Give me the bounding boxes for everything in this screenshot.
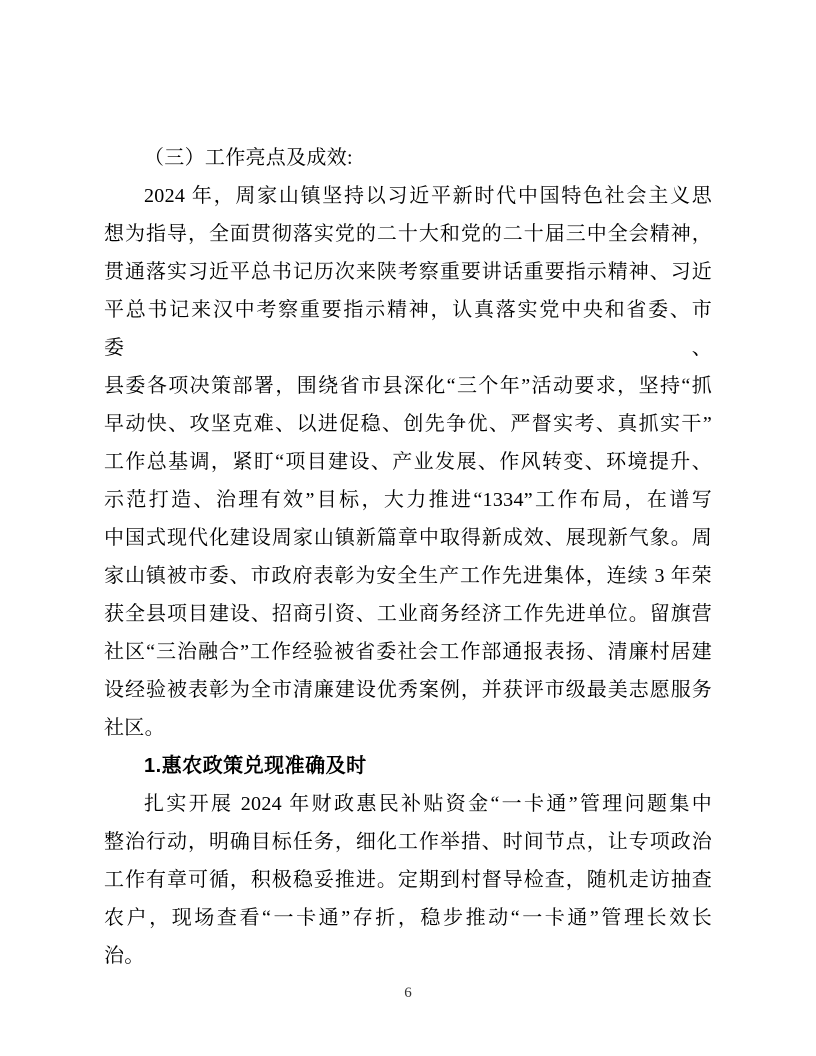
subsection-heading: 1.惠农政策兑现准确及时 (144, 755, 367, 777)
overview-paragraph-line: 想为指导，全面贯彻落实党的二十大和党的二十届三中全会精神， (104, 223, 712, 245)
policy-paragraph-line: 治。 (104, 945, 145, 967)
document-body (104, 139, 712, 975)
overview-paragraph-line: 早动快、攻坚克难、以进促稳、创先争优、严督实考、真抓实干” (104, 413, 712, 435)
overview-paragraph-line: 设经验被表彰为全市清廉建设优秀案例，并获评市级最美志愿服务 (104, 679, 712, 701)
overview-paragraph-line: 社区。 (104, 717, 165, 739)
overview-paragraph-line: 工作总基调，紧盯“项目建设、产业发展、作风转变、环境提升、 (104, 451, 712, 473)
policy-paragraph-line: 农户，现场查看“一卡通”存折，稳步推动“一卡通”管理长效长 (104, 907, 712, 929)
policy-paragraph-line: 扎实开展 2024 年财政惠民补贴资金“一卡通”管理问题集中 (144, 793, 712, 815)
overview-paragraph-line: 贯通落实习近平总书记历次来陕考察重要讲话重要指示精神、习近 (104, 261, 712, 283)
overview-paragraph-line: 获全县项目建设、招商引资、工业商务经济工作先进单位。留旗营 (104, 603, 712, 625)
policy-paragraph-line: 整治行动，明确目标任务，细化工作举措、时间节点，让专项政治 (104, 831, 712, 853)
page-number: 6 (404, 985, 412, 1001)
overview-paragraph-line: 县委各项决策部署，围绕省市县深化“三个年”活动要求，坚持“抓 (104, 375, 712, 397)
overview-paragraph-line: 家山镇被市委、市政府表彰为安全生产工作先进集体，连续 3 年荣 (104, 565, 712, 587)
overview-paragraph-line: 平总书记来汉中考察重要指示精神，认真落实党中央和省委、市委、 (104, 299, 712, 359)
overview-paragraph-line: 社区“三治融合”工作经验被省委社会工作部通报表扬、清廉村居建 (104, 641, 712, 663)
policy-paragraph-line: 工作有章可循，积极稳妥推进。定期到村督导检查，随机走访抽查 (104, 869, 712, 891)
section-heading: （三）工作亮点及成效: (144, 147, 353, 169)
overview-paragraph-line: 2024 年，周家山镇坚持以习近平新时代中国特色社会主义思 (144, 185, 712, 207)
overview-paragraph-line: 示范打造、治理有效”目标，大力推进“1334”工作布局，在谱写 (104, 489, 712, 511)
overview-paragraph-line: 中国式现代化建设周家山镇新篇章中取得新成效、展现新气象。周 (104, 527, 712, 549)
